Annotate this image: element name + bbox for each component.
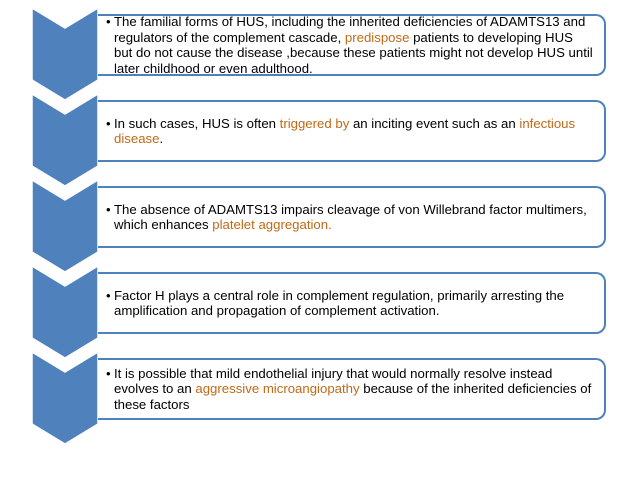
bullet-text: [114, 116, 594, 147]
bullet-icon: •: [106, 14, 111, 29]
bullet-text: [114, 202, 594, 233]
step-text-2: [106, 116, 594, 147]
highlighted-phrase: aggressive microangiopathy: [195, 381, 360, 397]
step-chevron-3: [32, 180, 98, 272]
step-box-2: [98, 100, 606, 162]
bullet-icon: •: [106, 115, 111, 131]
step-box-3: [98, 186, 606, 248]
highlighted-phrase: infectious disease: [114, 115, 576, 146]
bullet-text: [114, 288, 594, 319]
bullet-text: [114, 366, 594, 413]
text-segment: Factor H plays a central role in complement regulation, primarily arresting the amplification and propagation of complement activation.: [114, 287, 565, 318]
text-segment: an inciting event such as an: [349, 115, 520, 131]
step-text-3: [106, 202, 594, 233]
highlighted-phrase: predispose: [344, 29, 410, 45]
text-segment: It is possible that mild endothelial injury that would normally resolve instead evolves to an: [114, 365, 553, 397]
bullet-icon: •: [106, 365, 111, 381]
text-segment: In such cases, HUS is often: [114, 115, 280, 131]
bullet-icon: •: [106, 287, 111, 303]
text-segment: .: [159, 131, 164, 146]
step-text-1: [106, 14, 594, 76]
step-box-5: [98, 358, 606, 420]
text-segment: The absence of ADAMTS13 impairs cleavage of von Willebrand factor multimers, which enhances: [114, 201, 587, 232]
step-box-1: [98, 14, 606, 76]
step-text-4: [106, 288, 594, 319]
text-segment: because of the inherited deficiencies of these factors: [114, 381, 592, 412]
step-text-5: [106, 366, 594, 413]
step-box-4: [98, 272, 606, 334]
text-segment: patients to developing HUS but do not cause the disease ,because these patients might not develop HUS until later childhood or even adulthood.: [114, 29, 593, 76]
bullet-icon: •: [106, 201, 111, 217]
bullet-text: [114, 14, 594, 76]
text-segment: The familial forms of HUS, including the inherited deficiencies of ADAMTS13 and regulators of the complement cascade,: [114, 14, 586, 45]
highlighted-phrase: platelet aggregation.: [212, 217, 332, 232]
step-chevron-4: [32, 266, 98, 358]
step-chevron-2: [32, 94, 98, 186]
step-chevron-5: [32, 352, 98, 444]
highlighted-phrase: triggered by: [279, 115, 350, 131]
step-chevron-1: [32, 8, 98, 100]
